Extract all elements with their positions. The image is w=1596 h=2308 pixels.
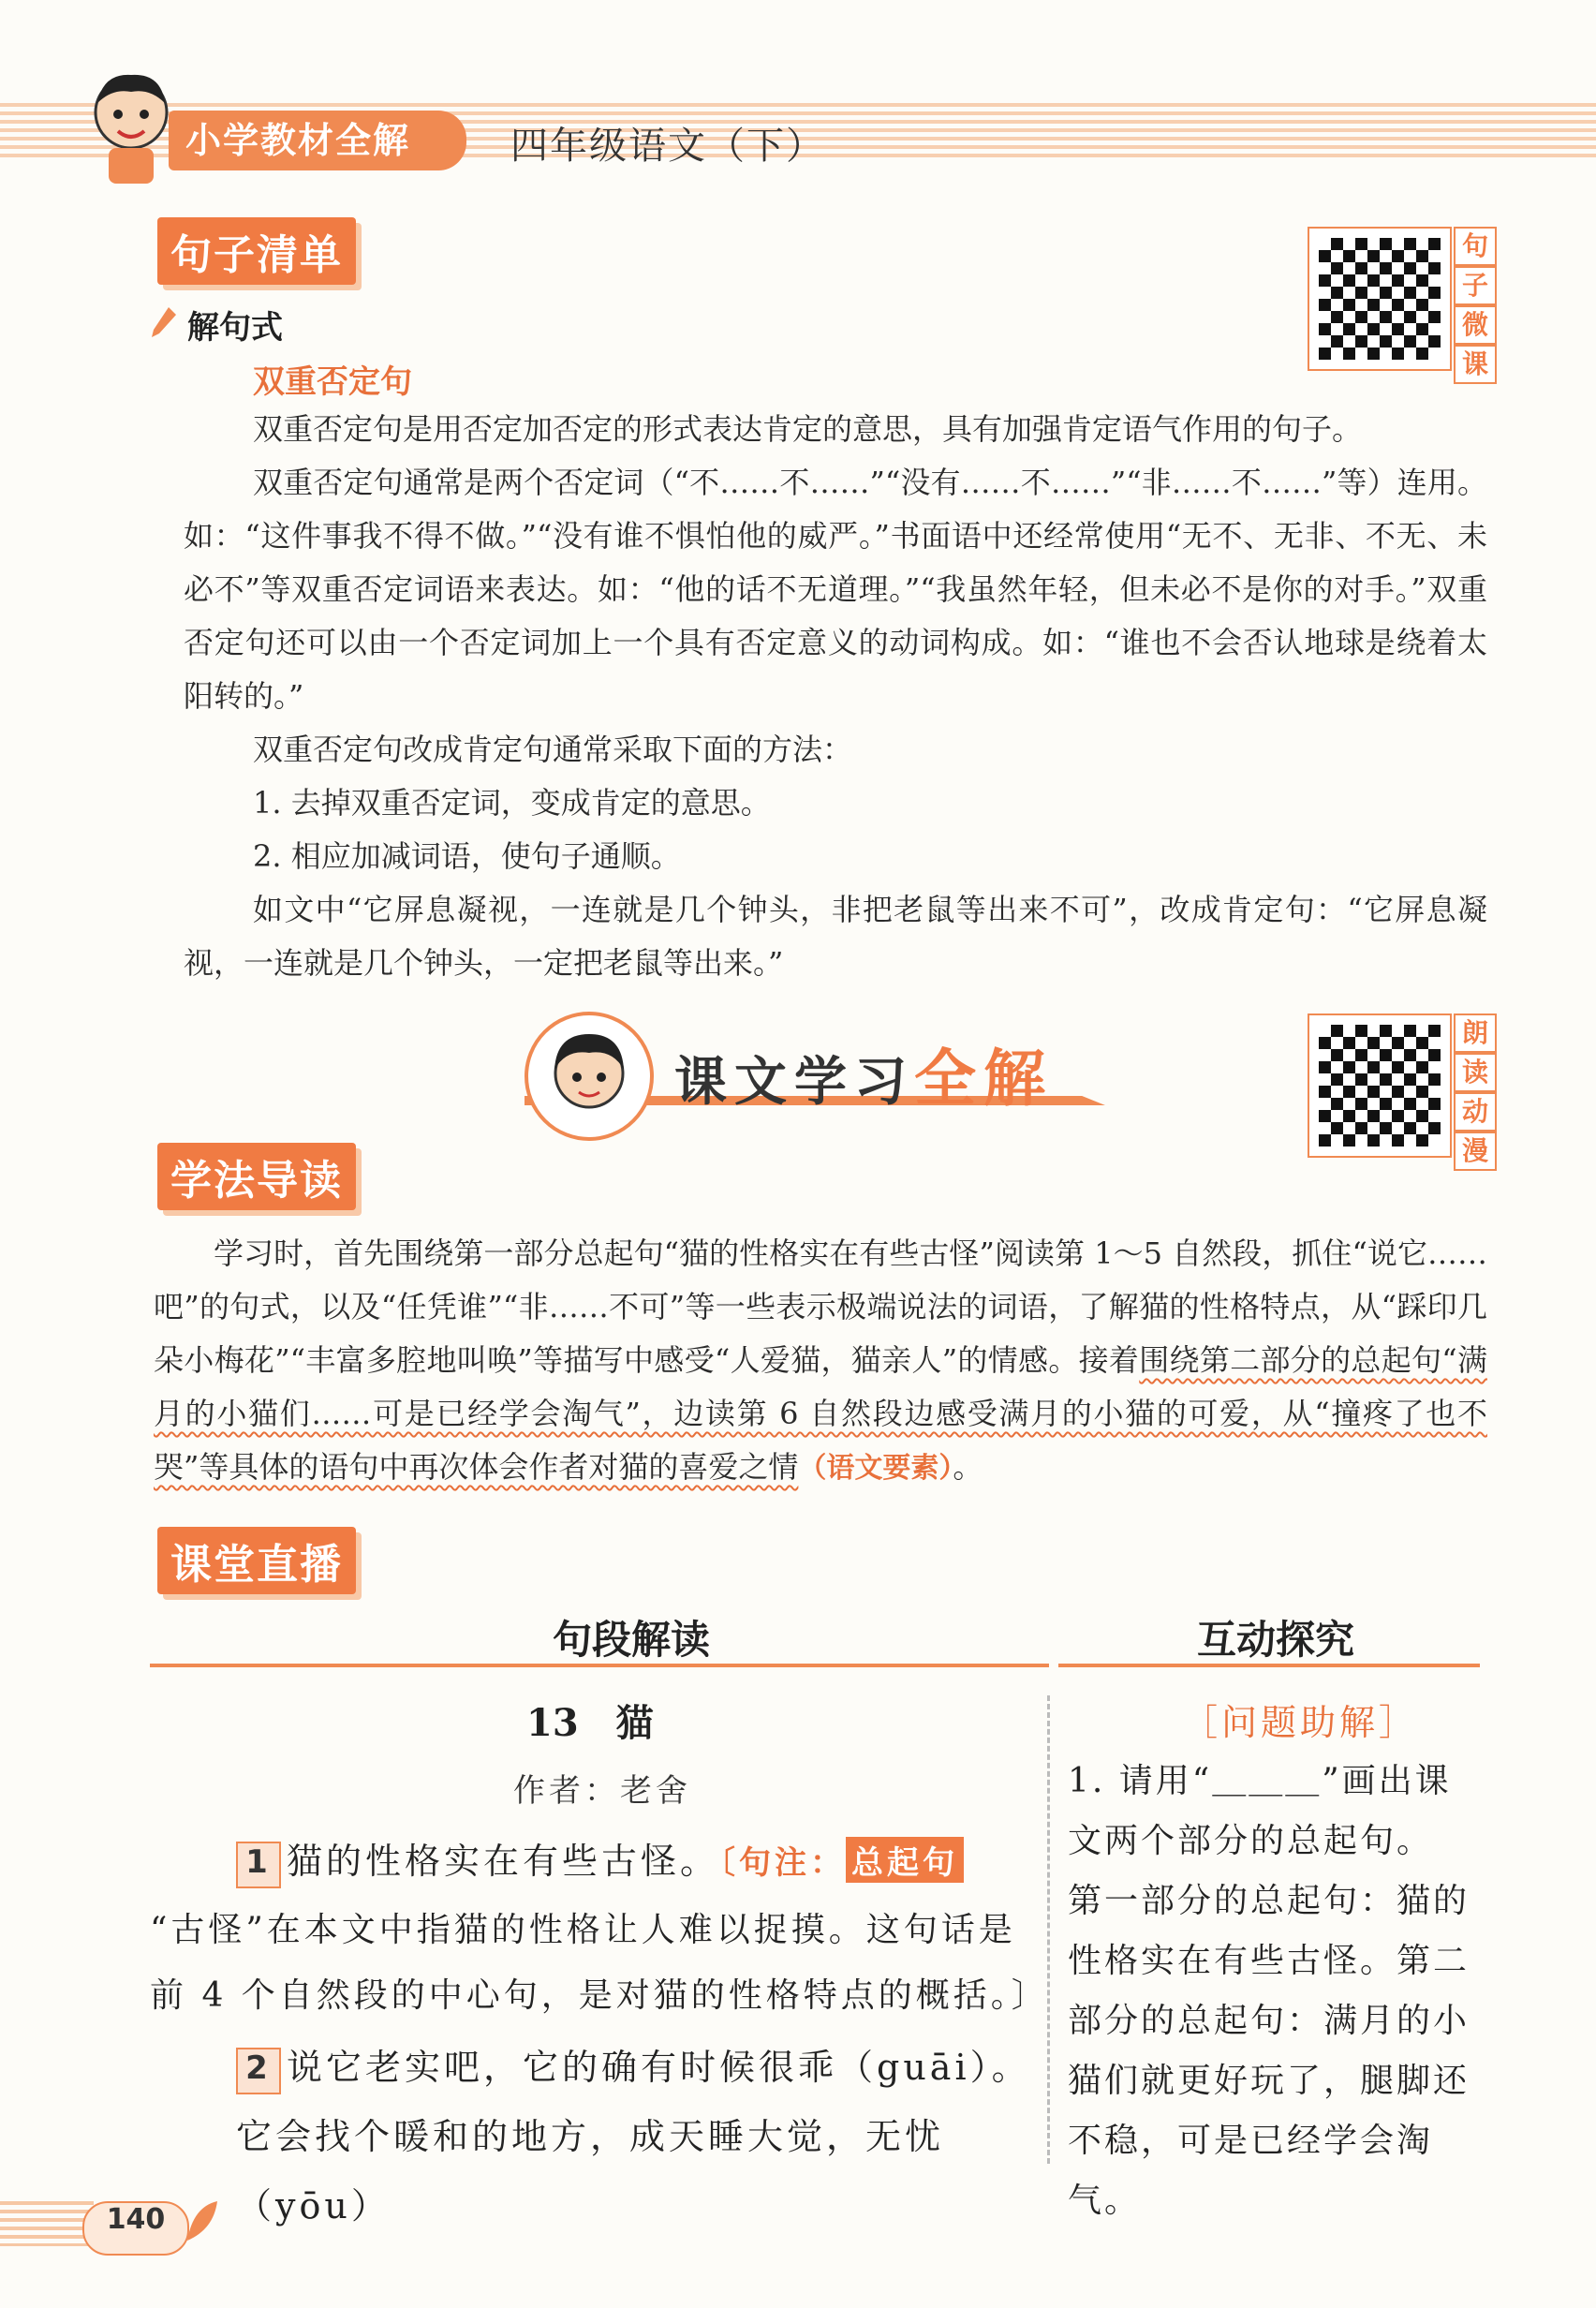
qr-label-sentence-lesson (1454, 227, 1497, 384)
paragraph: 双重否定句是用否定加否定的形式表达肯定的意思，具有加强肯定语气作用的句子。 (253, 411, 1363, 447)
paragraph-2 (150, 2033, 1040, 2241)
paragraph-1 (150, 1827, 1040, 1898)
paragraph: 双重否定句通常是两个否定词（“不……不……”“没有……不……”“非……不……”等）连用。如：“这件事我不得不做。”“没有谁不惧怕他的威严。”书面语中还经常使用“无不、无非、不无、未必不”等双重否定词语来表达。如：“他的话不无道理。”“我虽然年轻，但未必不是你的对手。”双重否定句还可以由一个否定词加上一个具有否定意义的动词构成。如：“谁也不会否认地球是绕着太阳转的。” (184, 465, 1487, 714)
study-guide-wavy-text: 围绕第二部分的总起句“满月的小猫们……可是已经学会淘气”，边读第 6 自然段边感受满月的小猫的可爱，从“撞疼了也不哭”等具体的语句中再次体会作者对猫的喜爱之情 (154, 1342, 1487, 1485)
subheading-sentence-pattern: 解句式 (187, 309, 283, 347)
girl-mascot-icon (525, 1012, 654, 1141)
qr-label-char: 微 (1454, 305, 1497, 345)
column-divider (1047, 1695, 1050, 2164)
language-element-note: （语文要素） (798, 1452, 953, 1485)
paragraph-2-text: 说它老实吧，它的确有时候很乖（guāi）。它会找个暖和的地方，成天睡大觉，无忧（yōu） (236, 2047, 1031, 2227)
qr-code-sentence-lesson[interactable] (1308, 227, 1452, 371)
study-guide-paragraph (154, 1227, 1487, 1495)
paragraph: 1. 去掉双重否定词，变成肯定的意思。 (253, 785, 771, 821)
lesson-title: 13 猫 (526, 1701, 654, 1745)
page-number: 140 (82, 2201, 189, 2256)
qr-label-char: 课 (1454, 345, 1497, 384)
paragraph-number: 2 (236, 2048, 281, 2094)
banner-title-accent: 全解 (914, 1043, 1053, 1115)
column-head-interactive: 互动探究 (1197, 1617, 1355, 1663)
paragraph-1-text: 猫的性格实在有些古怪。 (287, 1841, 720, 1882)
explanation-body (184, 403, 1487, 990)
question-1: 1. 请用“＿＿＿”画出课文两个部分的总起句。 (1068, 1762, 1452, 1860)
banner-title-main: 课文学习 (674, 1052, 914, 1113)
qr-label-char: 漫 (1454, 1132, 1497, 1171)
interactive-column (1068, 1752, 1480, 2231)
brand-label: 小学教材全解 (169, 111, 466, 170)
topic-sentence-badge: 总起句 (846, 1837, 964, 1883)
answer-1: 第一部分的总起句：猫的性格实在有些古怪。第二部分的总起句：满月的小猫们就更好玩了，腿脚还不稳，可是已经学会淘气。 (1068, 1882, 1470, 2220)
section-tag-study-guide: 学法导读 (157, 1143, 356, 1210)
qr-label-char: 句 (1454, 227, 1497, 266)
pencil-icon (150, 305, 178, 339)
study-guide-text: 学习时，首先围绕第一部分总起句“猫的性格实在有些古怪”阅读第 1～5 自然段，抓住“说它……吧”的句式，以及“任凭谁”“非……不可”等一些表示极端说法的词语，了解猫的性格特点，从“踩印几朵小梅花”“丰富多腔地叫唤”等描写中感受“人爱猫，猫亲人”的情感。接着 (154, 1235, 1487, 1378)
qr-label-reading-animation (1454, 1013, 1497, 1171)
problem-help-heading: ［问题助解］ (1182, 1702, 1419, 1743)
qr-label-char: 读 (1454, 1053, 1497, 1092)
column-head-reading: 句段解读 (553, 1617, 711, 1663)
book-title: 四年级语文（下） (510, 125, 825, 168)
section-tag-sentence-list: 句子清单 (157, 217, 356, 285)
qr-label-char: 动 (1454, 1092, 1497, 1132)
paragraph: 2. 相应加减词语，使句子通顺。 (253, 838, 681, 874)
leaf-icon (184, 2197, 221, 2244)
footer-stripes (0, 2201, 94, 2246)
sentence-note-label: 〔句注： (719, 1844, 847, 1882)
column-rule-left (150, 1664, 1049, 1667)
lesson-text-body (150, 1827, 1049, 2241)
sentence-note-body: “古怪”在本文中指猫的性格让人难以捉摸。这句话是前 4 个自然段的中心句，是对猫的性格特点的概括。〕 (150, 1911, 1049, 2015)
paragraph: 双重否定句改成肯定句通常采取下面的方法： (253, 732, 853, 767)
paragraph-number: 1 (236, 1842, 281, 1888)
banner-title (674, 1028, 1053, 1117)
qr-label-char: 朗 (1454, 1013, 1497, 1053)
section-tag-classroom-live: 课堂直播 (157, 1527, 356, 1594)
topic-double-negative: 双重否定句 (253, 363, 412, 401)
paragraph: 如文中“它屏息凝视，一连就是几个钟头，非把老鼠等出来不可”，改成肯定句：“它屏息凝视，一连就是几个钟头，一定把老鼠等出来。” (184, 892, 1487, 981)
lesson-author: 作者：老舍 (513, 1772, 691, 1810)
qr-code-reading-animation[interactable] (1308, 1013, 1452, 1158)
study-guide-end: 。 (953, 1449, 983, 1485)
qr-label-char: 子 (1454, 266, 1497, 305)
column-rule-right (1058, 1664, 1480, 1667)
